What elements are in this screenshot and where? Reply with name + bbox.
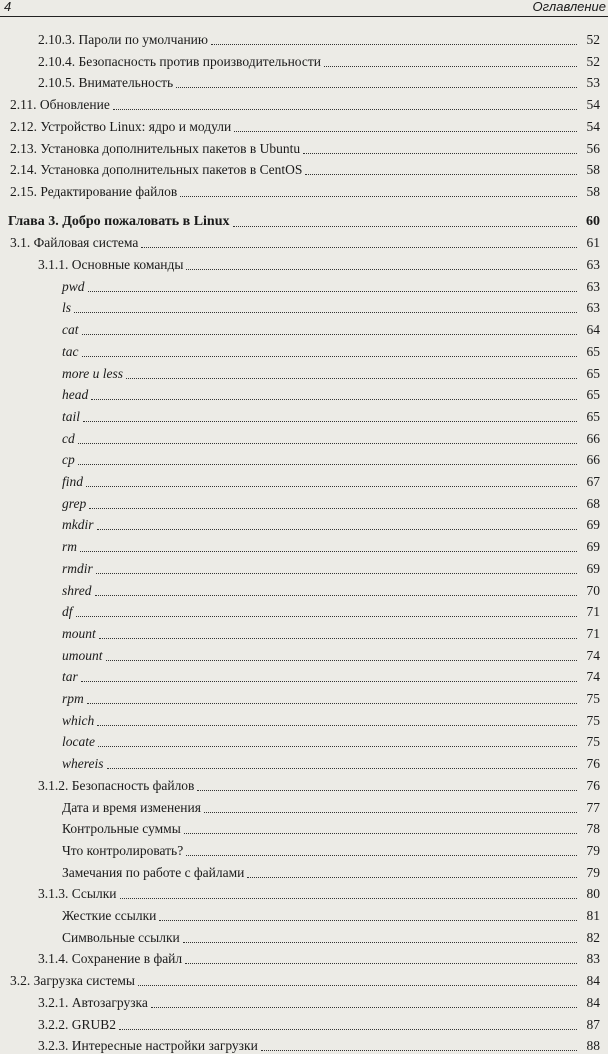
- toc-entry-label: 2.10.4. Безопасность против производительности: [38, 53, 322, 69]
- toc-entry: [62, 644, 600, 664]
- toc-entry: [62, 448, 600, 468]
- dot-leader: [119, 1029, 577, 1030]
- dot-leader: [82, 334, 578, 335]
- toc-entry-page: 64: [586, 322, 600, 338]
- toc-entry: [62, 340, 600, 360]
- toc-entry-label: 3.1.2. Безопасность файлов: [38, 777, 195, 793]
- dot-leader: [204, 812, 577, 813]
- toc-entry: [62, 513, 600, 533]
- toc-entry-label: ls: [62, 300, 72, 316]
- toc-entry-label: tail: [62, 408, 81, 424]
- toc-entry-page: 84: [586, 973, 600, 989]
- toc-entry-label: umount: [62, 647, 103, 663]
- toc-entry: [62, 839, 600, 859]
- toc-entry: [10, 158, 600, 178]
- toc-entry-page: 76: [586, 756, 600, 772]
- toc-entry-label: 2.15. Редактирование файлов: [10, 183, 178, 199]
- toc-entry-page: 63: [586, 257, 600, 272]
- toc-entry-label: tar: [62, 669, 78, 685]
- toc-entry-label: cp: [62, 452, 75, 468]
- toc-entry-label: rm: [62, 539, 78, 555]
- dot-leader: [141, 247, 577, 248]
- toc-entry-page: 65: [586, 343, 600, 359]
- toc-entry-page: 75: [586, 734, 600, 750]
- dot-leader: [211, 44, 577, 45]
- toc-entry-label: mkdir: [62, 517, 94, 533]
- toc-entry-label: Глава 3. Добро пожаловать в Linux: [8, 213, 230, 229]
- toc-entry-page: 54: [586, 97, 600, 113]
- dot-leader: [233, 226, 578, 227]
- toc-entry: [38, 1013, 600, 1033]
- toc-entry-label: 2.13. Установка дополнительных пакетов в Ubuntu: [10, 140, 301, 156]
- toc-entry: [62, 275, 600, 295]
- toc-entry: [62, 709, 600, 729]
- toc-entry: [62, 405, 600, 425]
- toc-entry-label: 2.10.5. Внимательность: [38, 75, 174, 91]
- toc-entry-page: 68: [586, 495, 600, 511]
- dot-leader: [98, 746, 577, 747]
- dot-leader: [303, 153, 577, 154]
- dot-leader: [87, 703, 577, 704]
- toc-entry-label: 2.11. Обновление: [10, 97, 110, 113]
- dot-leader: [74, 312, 577, 313]
- toc-entry: [38, 947, 600, 967]
- toc-entry-label: Контрольные суммы: [62, 821, 181, 837]
- toc-entry-label: 3.2.1. Автозагрузка: [38, 994, 148, 1010]
- toc-entry-page: 63: [586, 278, 600, 294]
- toc-entry: [62, 557, 600, 577]
- dot-leader: [107, 768, 578, 769]
- toc-entry-page: 65: [586, 387, 600, 403]
- toc-entry-label: 2.14. Установка дополнительных пакетов в CentOS: [10, 162, 303, 178]
- dot-leader: [83, 421, 577, 422]
- toc-entry-page: 75: [586, 712, 600, 728]
- toc-entry-label: Дата и время изменения: [62, 799, 201, 815]
- toc-entry: [10, 231, 600, 251]
- toc-entry-page: 88: [586, 1038, 600, 1054]
- toc-entry-page: 78: [586, 821, 600, 837]
- toc-entry-label: 3.2. Загрузка системы: [10, 973, 136, 989]
- page-number: 4: [4, 0, 12, 14]
- toc-entry-page: 52: [586, 53, 600, 69]
- toc-entry: [38, 28, 600, 48]
- dot-leader: [82, 356, 578, 357]
- toc-entry: [10, 115, 600, 135]
- toc-entry-page: 53: [586, 75, 600, 91]
- toc-entry-page: 79: [586, 842, 600, 858]
- toc-entry-page: 65: [586, 365, 600, 381]
- toc-entry-page: 66: [586, 452, 600, 468]
- toc-entry-label: grep: [62, 495, 87, 511]
- dot-leader: [184, 833, 577, 834]
- dot-leader: [99, 638, 577, 639]
- dot-leader: [261, 1050, 577, 1051]
- toc-entry-label: 2.10.3. Пароли по умолчанию: [38, 32, 208, 47]
- toc-entry-page: 61: [586, 235, 600, 251]
- toc-entry-label: df: [62, 604, 73, 620]
- toc-entry: [62, 622, 600, 642]
- dot-leader: [76, 616, 577, 617]
- toc-entry: [62, 362, 600, 382]
- toc-entry-label: 2.12. Устройство Linux: ядро и модули: [10, 118, 232, 134]
- dot-leader: [186, 855, 577, 856]
- toc-entry: [62, 665, 600, 685]
- dot-leader: [80, 551, 577, 552]
- dot-leader: [89, 508, 577, 509]
- toc-entry-page: 58: [586, 162, 600, 178]
- toc-entry: [38, 71, 600, 91]
- toc-entry: [62, 926, 600, 946]
- toc-entry: [38, 991, 600, 1011]
- toc-entry: [10, 93, 600, 113]
- toc-entry-label: shred: [62, 582, 92, 598]
- page-header: [0, 0, 608, 18]
- toc-entry-label: head: [62, 387, 89, 403]
- toc-entry-page: 54: [586, 118, 600, 134]
- toc-entry-label: Замечания по работе с файлами: [62, 864, 245, 880]
- toc-entry-page: 82: [586, 929, 600, 945]
- toc-entry-label: more и less: [62, 365, 123, 381]
- dot-leader: [78, 464, 577, 465]
- toc-entry-label: Что контролировать?: [62, 842, 184, 858]
- dot-leader: [78, 443, 577, 444]
- toc-entry: [10, 137, 600, 157]
- toc-entry: [62, 861, 600, 881]
- toc-entry-page: 66: [586, 430, 600, 446]
- toc-entry-page: 83: [586, 951, 600, 967]
- toc-entry-page: 77: [586, 799, 600, 815]
- toc-entry-page: 56: [586, 140, 600, 156]
- toc-entry-label: whereis: [62, 756, 104, 772]
- dot-leader: [197, 790, 577, 791]
- toc-entry-page: 69: [586, 517, 600, 533]
- toc-entry: [38, 774, 600, 794]
- toc-entry: [62, 579, 600, 599]
- toc-entry: [62, 796, 600, 816]
- toc-entry-label: cat: [62, 322, 79, 338]
- dot-leader: [185, 963, 577, 964]
- toc-entry-page: 79: [586, 864, 600, 880]
- dot-leader: [113, 109, 577, 110]
- toc-entry: [38, 253, 600, 273]
- toc-entry-page: 75: [586, 691, 600, 706]
- toc-entry: [8, 210, 600, 230]
- toc-entry-label: mount: [62, 625, 96, 641]
- dot-leader: [120, 898, 577, 899]
- toc-entry: [10, 180, 600, 200]
- toc-entry-label: cd: [62, 430, 75, 446]
- toc-entry: [62, 427, 600, 447]
- toc-entry: [62, 535, 600, 555]
- toc-entry-label: 3.2.2. GRUB2: [38, 1016, 117, 1032]
- toc-entry-label: 3.1.3. Ссылки: [38, 886, 117, 902]
- dot-leader: [106, 660, 578, 661]
- toc-entry-page: 65: [586, 408, 600, 424]
- toc-entry: [62, 296, 600, 316]
- dot-leader: [126, 378, 577, 379]
- dot-leader: [186, 269, 577, 270]
- toc-entry-label: 3.1. Файловая система: [10, 235, 139, 251]
- toc-entry-page: 74: [586, 669, 600, 685]
- toc-entry-label: find: [62, 474, 84, 489]
- dot-leader: [305, 174, 577, 175]
- dot-leader: [95, 595, 578, 596]
- dot-leader: [183, 942, 577, 943]
- toc-entry: [62, 752, 600, 772]
- toc-entry: [62, 817, 600, 837]
- toc-entry-label: 3.1.4. Сохранение в файл: [38, 951, 183, 967]
- toc-entry: [10, 969, 600, 989]
- toc-entry-label: rpm: [62, 691, 84, 706]
- dot-leader: [159, 920, 577, 921]
- toc-entry-page: 70: [586, 582, 600, 598]
- toc-entry-label: 3.1.1. Основные команды: [38, 257, 184, 272]
- toc-entry: [38, 1034, 600, 1054]
- toc-entry: [62, 600, 600, 620]
- toc-entry: [62, 383, 600, 403]
- dot-leader: [91, 399, 577, 400]
- toc-entry: [62, 904, 600, 924]
- toc-entry: [62, 492, 600, 512]
- dot-leader: [88, 291, 577, 292]
- toc-entry-page: 69: [586, 539, 600, 555]
- toc-entry-page: 71: [586, 625, 600, 641]
- toc-entry-page: 58: [586, 183, 600, 199]
- toc-entry: [38, 882, 600, 902]
- dot-leader: [180, 196, 577, 197]
- dot-leader: [176, 87, 577, 88]
- toc-entry-label: tac: [62, 343, 79, 359]
- toc-entry-page: 69: [586, 560, 600, 576]
- toc-entry: [62, 687, 600, 707]
- toc-entry: [62, 470, 600, 490]
- toc-entry-page: 80: [586, 886, 600, 902]
- dot-leader: [97, 529, 578, 530]
- toc-entry-label: Символьные ссылки: [62, 929, 180, 945]
- toc-entry-page: 60: [586, 213, 600, 229]
- toc-entry-label: pwd: [62, 278, 85, 294]
- toc-entry-page: 71: [586, 604, 600, 620]
- toc-entry-label: locate: [62, 734, 95, 750]
- toc-entry-page: 67: [586, 474, 600, 489]
- dot-leader: [151, 1007, 577, 1008]
- toc-entry-page: 81: [586, 908, 600, 923]
- dot-leader: [324, 66, 577, 67]
- toc-entry-label: which: [62, 712, 95, 728]
- toc-entry-page: 87: [586, 1016, 600, 1032]
- dot-leader: [86, 486, 577, 487]
- running-title: Оглавление: [532, 0, 606, 14]
- toc-entry: [62, 730, 600, 750]
- toc-entry: [38, 50, 600, 70]
- dot-leader: [81, 681, 577, 682]
- toc-entry-label: rmdir: [62, 560, 93, 576]
- dot-leader: [97, 725, 577, 726]
- dot-leader: [234, 131, 577, 132]
- toc-entry-page: 84: [586, 994, 600, 1010]
- dot-leader: [247, 877, 577, 878]
- dot-leader: [138, 985, 577, 986]
- toc-entry-page: 74: [586, 647, 600, 663]
- toc-entry-label: Жесткие ссылки: [62, 908, 157, 923]
- toc-entry-page: 76: [586, 777, 600, 793]
- toc-entry: [62, 318, 600, 338]
- dot-leader: [96, 573, 577, 574]
- toc-entry-label: 3.2.3. Интересные настройки загрузки: [38, 1038, 258, 1054]
- toc-entry-page: 63: [586, 300, 600, 316]
- header-rule: [0, 16, 608, 17]
- toc-entry-page: 52: [586, 32, 600, 47]
